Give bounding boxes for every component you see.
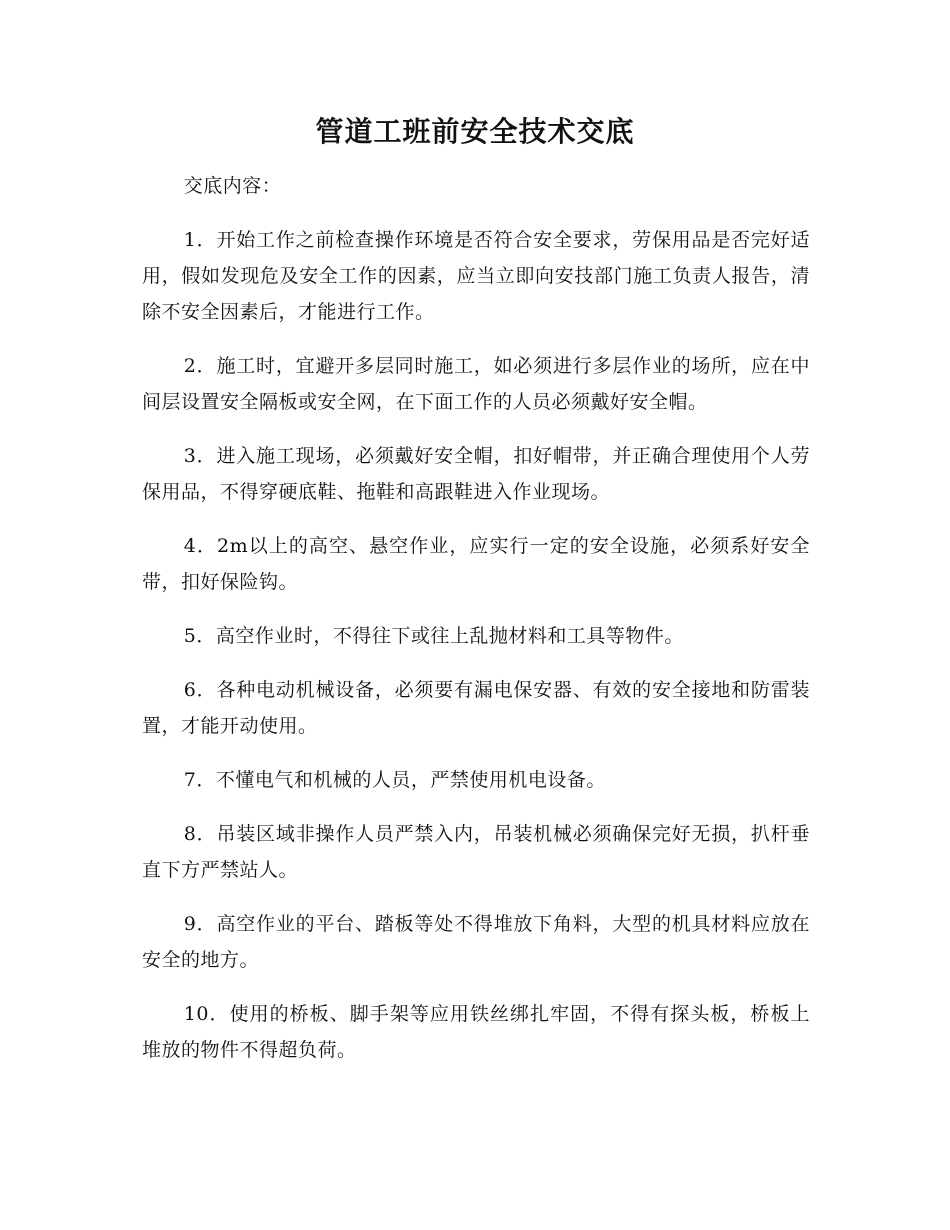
safety-item-4: 4．2m以上的高空、悬空作业，应实行一定的安全设施，必须系好安全带，扣好保险钩。	[142, 535, 810, 593]
document-title: 管道工班前安全技术交底	[315, 115, 635, 148]
safety-item-2: 2．施工时，宜避开多层同时施工，如必须进行多层作业的场所，应在中间层设置安全隔板或安全网，在下面工作的人员必须戴好安全帽。	[142, 355, 810, 413]
safety-item-10: 10．使用的桥板、脚手架等应用铁丝绑扎牢固，不得有探头板，桥板上堆放的物件不得超负荷。	[142, 1003, 810, 1061]
safety-item-7: 7．不懂电气和机械的人员，严禁使用机电设备。	[183, 769, 606, 791]
safety-item-3: 3．进入施工现场，必须戴好安全帽，扣好帽带，并正确合理使用个人劳保用品，不得穿硬底鞋、拖鞋和高跟鞋进入作业现场。	[142, 445, 810, 503]
safety-item-5: 5．高空作业时，不得往下或往上乱抛材料和工具等物件。	[183, 625, 684, 647]
document-body	[142, 168, 810, 1086]
safety-item-9: 9．高空作业的平台、踏板等处不得堆放下角料，大型的机具材料应放在安全的地方。	[142, 913, 810, 971]
safety-item-8: 8．吊装区域非操作人员严禁入内，吊装机械必须确保完好无损，扒杆垂直下方严禁站人。	[142, 823, 810, 881]
safety-item-1: 1．开始工作之前检查操作环境是否符合安全要求，劳保用品是否完好适用，假如发现危及安全工作的因素，应当立即向安技部门施工负责人报告，清除不安全因素后，才能进行工作。	[142, 229, 810, 323]
safety-item-6: 6．各种电动机械设备，必须要有漏电保安器、有效的安全接地和防雷装置，才能开动使用。	[142, 679, 810, 737]
intro-label: 交底内容：	[183, 175, 282, 197]
